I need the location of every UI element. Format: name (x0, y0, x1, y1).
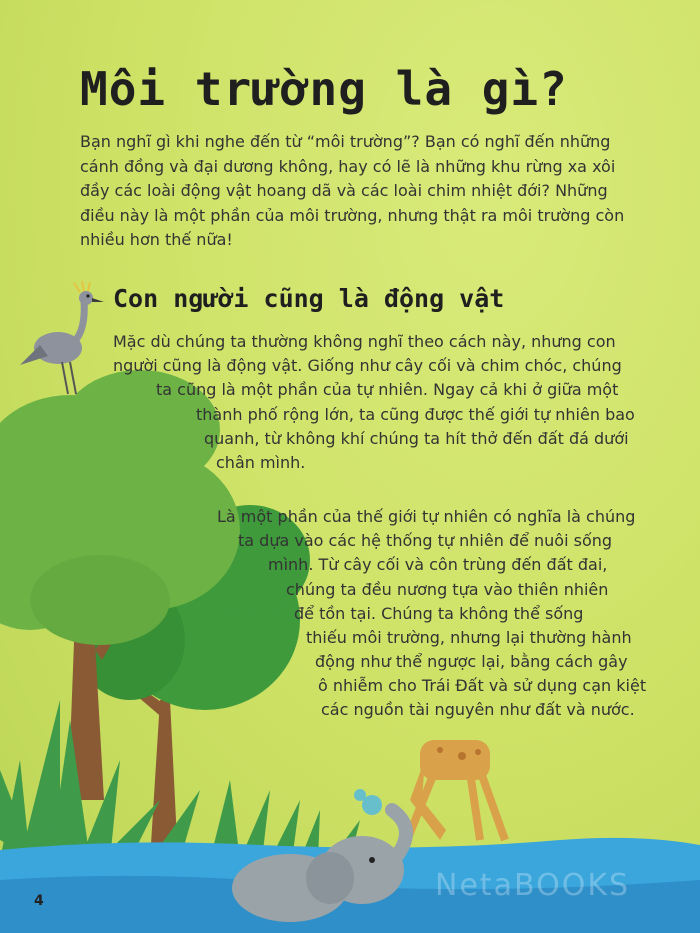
body-text-line: người cũng là động vật. Giống như cây cối và chim chóc, chúng (113, 356, 622, 375)
body-text-line: ta cũng là một phần của tự nhiên. Ngay cả khi ở giữa một (156, 380, 619, 399)
body-text-line: động như thể ngược lại, bằng cách gây (315, 652, 628, 671)
body-text-line: mình. Từ cây cối và côn trùng đến đất đai, (268, 555, 608, 574)
body-text-line: các nguồn tài nguyên như đất và nước. (321, 700, 635, 719)
watermark: NetaBOOKS (435, 868, 631, 903)
body-text-line: thành phố rộng lớn, ta cũng được thế giới tự nhiên bao (196, 405, 635, 424)
body-text-line: Là một phần của thế giới tự nhiên có nghĩa là chúng (217, 507, 636, 526)
body-text-line: ta dựa vào các hệ thống tự nhiên để nuôi sống (238, 531, 613, 550)
section-heading: Con người cũng là động vật (113, 284, 505, 313)
page-title: Môi trường là gì? (80, 62, 568, 116)
body-text-line: Mặc dù chúng ta thường không nghĩ theo cách này, nhưng con (113, 332, 616, 351)
body-text-line: thiếu môi trường, nhưng lại thường hành (306, 628, 632, 647)
grass-icon (0, 700, 360, 860)
body-text-line: quanh, từ không khí chúng ta hít thở đến đất đá dưới (204, 429, 629, 448)
body-text-line: chân mình. (216, 453, 306, 472)
body-text-line: để tồn tại. Chúng ta không thể sống (294, 604, 584, 623)
crowned-crane-icon (20, 281, 104, 394)
giraffe-icon (408, 740, 505, 840)
intro-paragraph: Bạn nghĩ gì khi nghe đến từ “môi trường”? Bạn có nghĩ đến những cánh đồng và đại dương không, hay có lẽ là những khu rừng xa xôi đầy các loài động vật hoang dã và các loài chim nhiệt đới? Những điều này là một phần của môi trường, nhưng thật ra môi trường còn nhiều hơn thế nữa! (80, 132, 625, 249)
body-text-line: ô nhiễm cho Trái Đất và sử dụng cạn kiệt (318, 676, 647, 695)
page-number: 4 (34, 893, 44, 909)
body-text-line: chúng ta đều nương tựa vào thiên nhiên (286, 580, 609, 599)
